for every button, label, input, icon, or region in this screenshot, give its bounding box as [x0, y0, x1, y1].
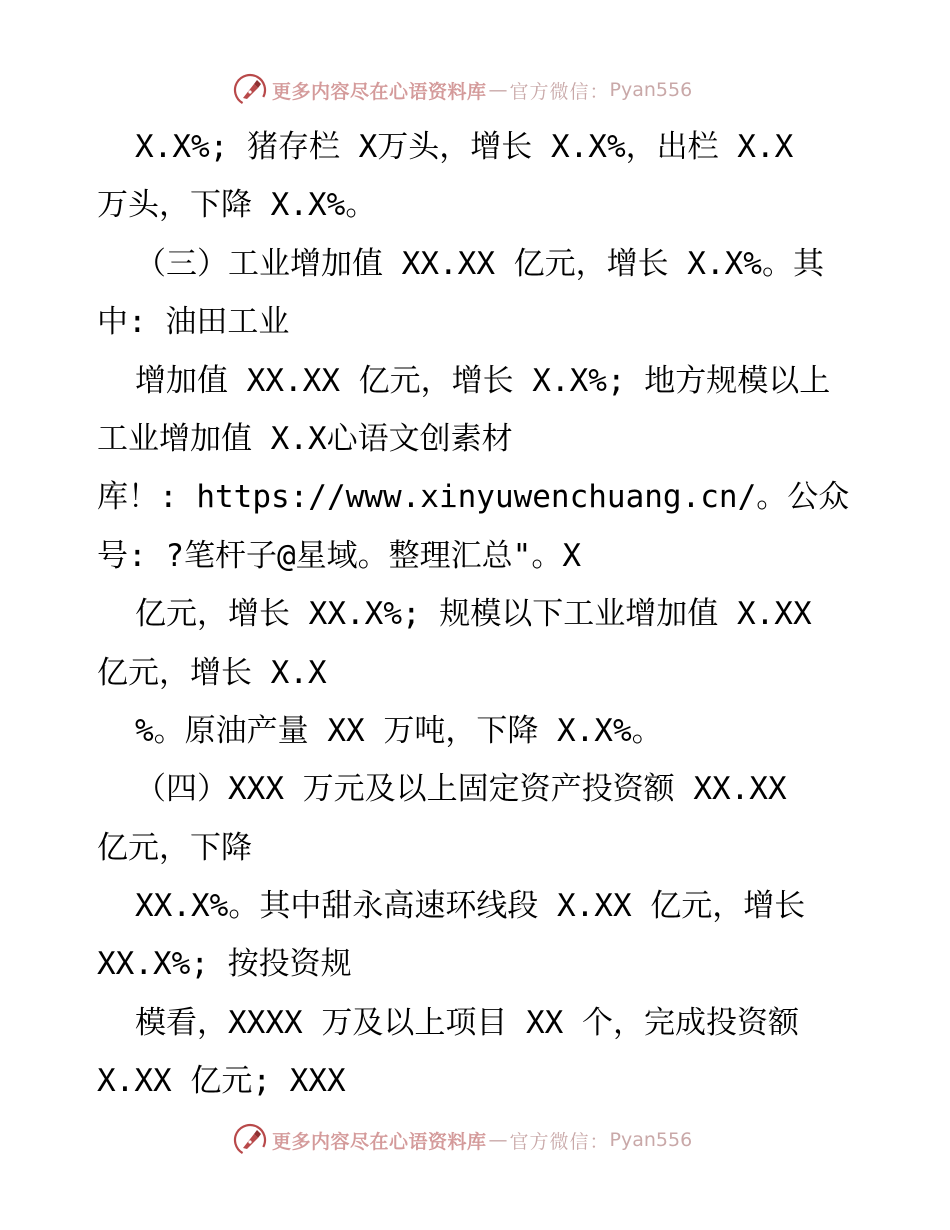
text-line: 亿元，下降 — [97, 829, 252, 866]
header-wechat-label: 官方微信： — [509, 80, 610, 103]
text-line: 库！: https://www.xinyuwenchuang.cn/。公众 — [97, 479, 850, 516]
text-line: 万头，下降 X.X%。 — [97, 187, 377, 224]
text-line: X.XX 亿元; XXX — [97, 1063, 346, 1100]
text-line: 亿元，增长 X.X — [97, 654, 327, 691]
footer-wechat-label: 官方微信： — [509, 1130, 610, 1153]
text-line: XX.X%。其中甜永高速环线段 X.XX 亿元，增长 — [135, 888, 806, 925]
text-line: X.X%; 猪存栏 X万头，增长 X.X%，出栏 X.X — [135, 129, 794, 165]
footer-wechat-id: Pyan556 — [609, 1129, 693, 1151]
fountain-pen-logo-icon — [232, 72, 268, 108]
header-watermark-banner — [232, 70, 732, 110]
footer-banner-text: 更多内容尽在心语资料库 — [272, 1130, 487, 1153]
text-line: （三）工业增加值 XX.XX 亿元，增长 X.X%。其 — [135, 245, 824, 282]
text-line: XX.X%; 按投资规 — [97, 946, 352, 983]
footer-banner-dash: — — [488, 1129, 508, 1151]
text-line: 中: 油田工业 — [97, 304, 290, 341]
fountain-pen-logo-icon — [232, 1122, 268, 1158]
header-banner-dash: — — [488, 79, 508, 101]
text-line: 模看，XXXX 万及以上项目 XX 个，完成投资额 — [135, 1004, 799, 1041]
text-line: 增加值 XX.XX 亿元，增长 X.X%; 地方规模以上 — [135, 362, 831, 399]
text-line: （四）XXX 万元及以上固定资产投资额 XX.XX — [135, 771, 787, 808]
text-line: %。原油产量 XX 万吨，下降 X.X%。 — [135, 712, 663, 749]
header-wechat-id: Pyan556 — [609, 79, 693, 101]
text-line: 工业增加值 X.X心语文创素材 — [97, 420, 513, 457]
document-body — [97, 118, 867, 1111]
text-line: 亿元，增长 XX.X%; 规模以下工业增加值 X.XX — [135, 596, 812, 633]
text-line: 号: ?笔杆子@星域。整理汇总"。X — [97, 537, 581, 574]
header-banner-text: 更多内容尽在心语资料库 — [272, 80, 487, 103]
footer-watermark-banner — [232, 1120, 732, 1160]
